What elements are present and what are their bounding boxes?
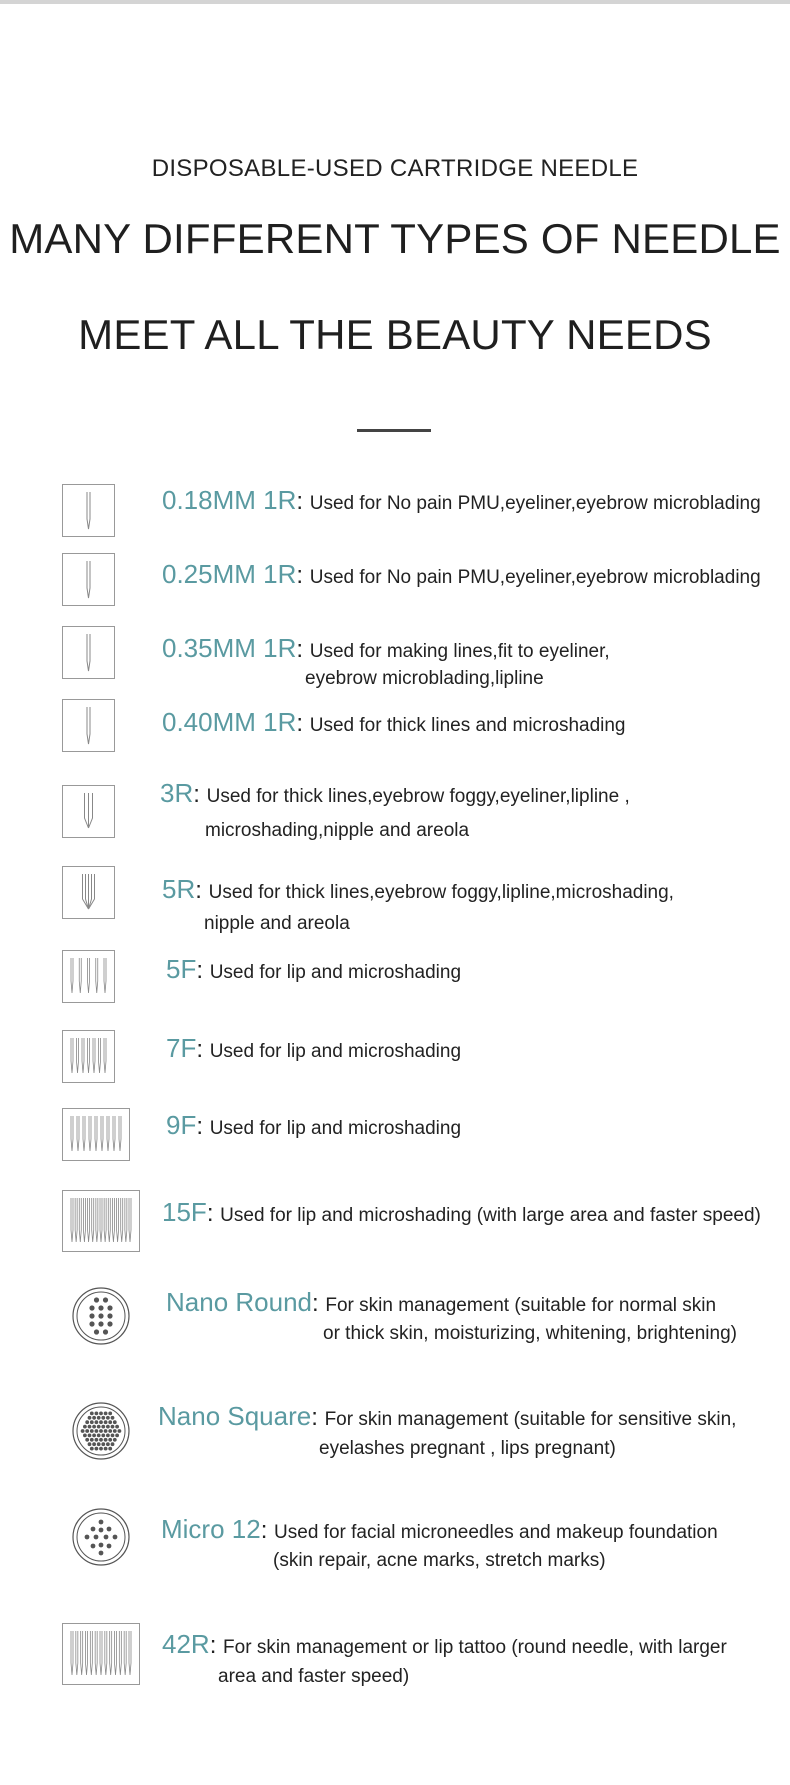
needle-name: 0.35MM 1R: [162, 633, 297, 663]
page-title-line-1: MANY DIFFERENT TYPES OF NEEDLE: [9, 215, 781, 262]
needle-row: [162, 485, 761, 516]
needle-row: [166, 1110, 461, 1141]
needle-name: 0.40MM 1R: [162, 707, 297, 737]
round-needle-group-icon: [62, 785, 115, 838]
needle-description: Used for facial microneedles and makeup foundation: [274, 1522, 718, 1543]
name-separator: :: [193, 781, 207, 808]
name-separator: :: [209, 1632, 224, 1659]
name-separator: :: [296, 488, 310, 515]
needle-description: Used for No pain PMU,eyeliner,eyebrow microblading: [309, 493, 761, 514]
flat-needle-icon: [62, 950, 115, 1003]
name-separator: :: [195, 877, 209, 904]
needle-description: Used for thick lines,eyebrow foggy,eyeliner,lipline ,: [206, 786, 630, 807]
needle-description: Used for thick lines and microshading: [309, 715, 626, 736]
round-needle-group-icon: [62, 866, 115, 919]
needle-row: [162, 707, 626, 738]
flat-needle-icon: [62, 1623, 140, 1685]
needle-name: 5F: [166, 954, 197, 984]
single-needle-icon: [62, 626, 115, 679]
name-separator: :: [312, 1290, 326, 1317]
name-separator: :: [196, 1036, 210, 1063]
needle-name: Nano Round: [166, 1287, 312, 1317]
needle-name: 5R: [162, 874, 196, 904]
needle-name: 0.18MM 1R: [162, 485, 297, 515]
name-separator: :: [196, 1113, 210, 1140]
needle-row: [161, 1514, 718, 1545]
needle-description-continued: eyebrow microblading,lipline: [305, 668, 544, 689]
needle-name: 9F: [166, 1110, 197, 1140]
title-divider: [357, 429, 431, 432]
needle-description: Used for thick lines,eyebrow foggy,lipline,microshading,: [208, 882, 674, 903]
page-title-line-2: MEET ALL THE BEAUTY NEEDS: [78, 311, 712, 358]
flat-needle-icon: [62, 1108, 130, 1161]
name-separator: :: [311, 1404, 325, 1431]
needle-description: Used for No pain PMU,eyeliner,eyebrow microblading: [309, 567, 761, 588]
flat-needle-icon: [62, 1190, 140, 1252]
micro-12-icon: [70, 1506, 132, 1568]
name-separator: :: [296, 710, 310, 737]
single-needle-icon: [62, 484, 115, 537]
page-subtitle: DISPOSABLE-USED CARTRIDGE NEEDLE: [151, 155, 639, 182]
needle-description: For skin management (suitable for sensitive skin,: [324, 1409, 737, 1430]
needle-row: [166, 1033, 461, 1064]
needle-row: [166, 954, 461, 985]
top-border: [0, 0, 790, 4]
needle-description: Used for lip and microshading: [209, 962, 462, 983]
needle-row: [162, 874, 674, 905]
needle-description: For skin management or lip tattoo (round needle, with larger: [223, 1637, 727, 1658]
needle-description-continued: eyelashes pregnant , lips pregnant): [319, 1438, 616, 1459]
needle-name: Nano Square: [158, 1401, 312, 1431]
nano-square-icon: [70, 1400, 132, 1462]
needle-row: [166, 1287, 716, 1318]
name-separator: :: [206, 1200, 221, 1227]
needle-name: 0.25MM 1R: [162, 559, 297, 589]
needle-row: [162, 633, 610, 664]
needle-description: Used for lip and microshading (with large area and faster speed): [220, 1205, 761, 1226]
flat-needle-icon: [62, 1030, 115, 1083]
needle-row: [158, 1401, 736, 1432]
name-separator: :: [196, 957, 210, 984]
name-separator: :: [296, 636, 310, 663]
single-needle-icon: [62, 699, 115, 752]
name-separator: :: [260, 1517, 275, 1544]
needle-name: 42R: [162, 1629, 210, 1659]
nano-round-icon: [70, 1285, 132, 1347]
needle-name: Micro 12: [161, 1514, 261, 1544]
needle-row: [162, 1629, 727, 1660]
single-needle-icon: [62, 553, 115, 606]
needle-description-continued: or thick skin, moisturizing, whitening, brightening): [323, 1323, 737, 1344]
needle-description-continued: microshading,nipple and areola: [205, 820, 470, 841]
needle-name: 15F: [162, 1197, 207, 1227]
needle-description: Used for lip and microshading: [209, 1041, 462, 1062]
needle-description-continued: nipple and areola: [204, 913, 350, 934]
needle-row: [160, 778, 630, 809]
needle-name: 3R: [160, 778, 194, 808]
needle-description: For skin management (suitable for normal skin: [325, 1295, 717, 1316]
needle-description-continued: area and faster speed): [218, 1666, 410, 1687]
needle-description: Used for making lines,fit to eyeliner,: [309, 641, 610, 662]
name-separator: :: [296, 562, 310, 589]
needle-name: 7F: [166, 1033, 197, 1063]
needle-row: [162, 1197, 761, 1228]
needle-row: [162, 559, 761, 590]
needle-description: Used for lip and microshading: [209, 1118, 462, 1139]
needle-description-continued: (skin repair, acne marks, stretch marks): [273, 1550, 606, 1571]
